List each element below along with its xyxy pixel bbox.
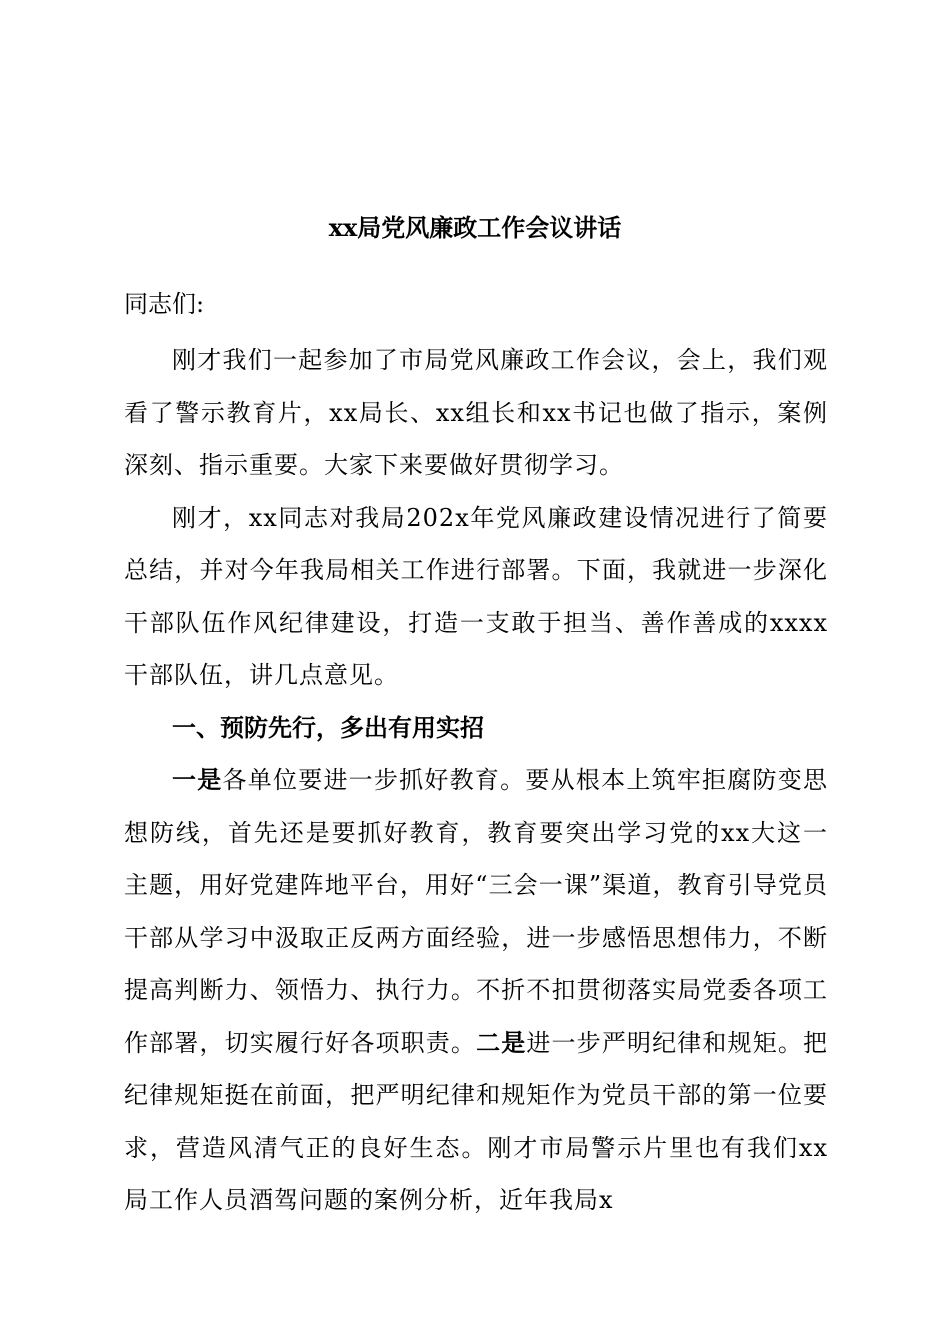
paragraph-section-1-text-b: 进一步严明纪律和规矩。把纪律规矩挺在前面，把严明纪律和规矩作为党员干部的第一位要求，营造风清气正的良好生态。刚才市局警示片里也有我们xx局工作人员酒驾问题的案例分析，近年我局x <box>124 1028 829 1214</box>
salutation: 同志们: <box>124 290 205 318</box>
document-body <box>124 334 828 1227</box>
section-heading-1: 一、预防先行，多出有用实招 <box>172 713 484 742</box>
lead-term-1: 一是 <box>172 765 223 794</box>
paragraph-section-1 <box>124 754 828 1227</box>
document-title: xx局党风廉政工作会议讲话 <box>328 213 622 242</box>
paragraph-opening: 刚才我们一起参加了市局党风廉政工作会议，会上，我们观看了警示教育片，xx局长、xx组长和xx书记也做了指示，案例深刻、指示重要。大家下来要做好贯彻学习。 <box>124 346 828 479</box>
paragraph-section-1-text-a: 各单位要进一步抓好教育。要从根本上筑牢拒腐防变思想防线，首先还是要抓好教育，教育要突出学习党的xx大这一主题，用好党建阵地平台，用好“三会一课”渠道，教育引导党员干部从学习中汲取正反两方面经验，进一步感悟思想伟力，不断提高判断力、领悟力、执行力。不折不扣贯彻落实局党委各项工作部署，切实履行好各项职责。 <box>124 766 829 1057</box>
lead-term-2: 二是 <box>476 1027 527 1057</box>
paragraph-summary: 刚才，xx同志对我局202x年党风廉政建设情况进行了简要总结，并对今年我局相关工作进行部署。下面，我就进一步深化干部队伍作风纪律建设，打造一支敢于担当、善作善成的xxxx干部队伍，讲几点意见。 <box>124 503 828 689</box>
